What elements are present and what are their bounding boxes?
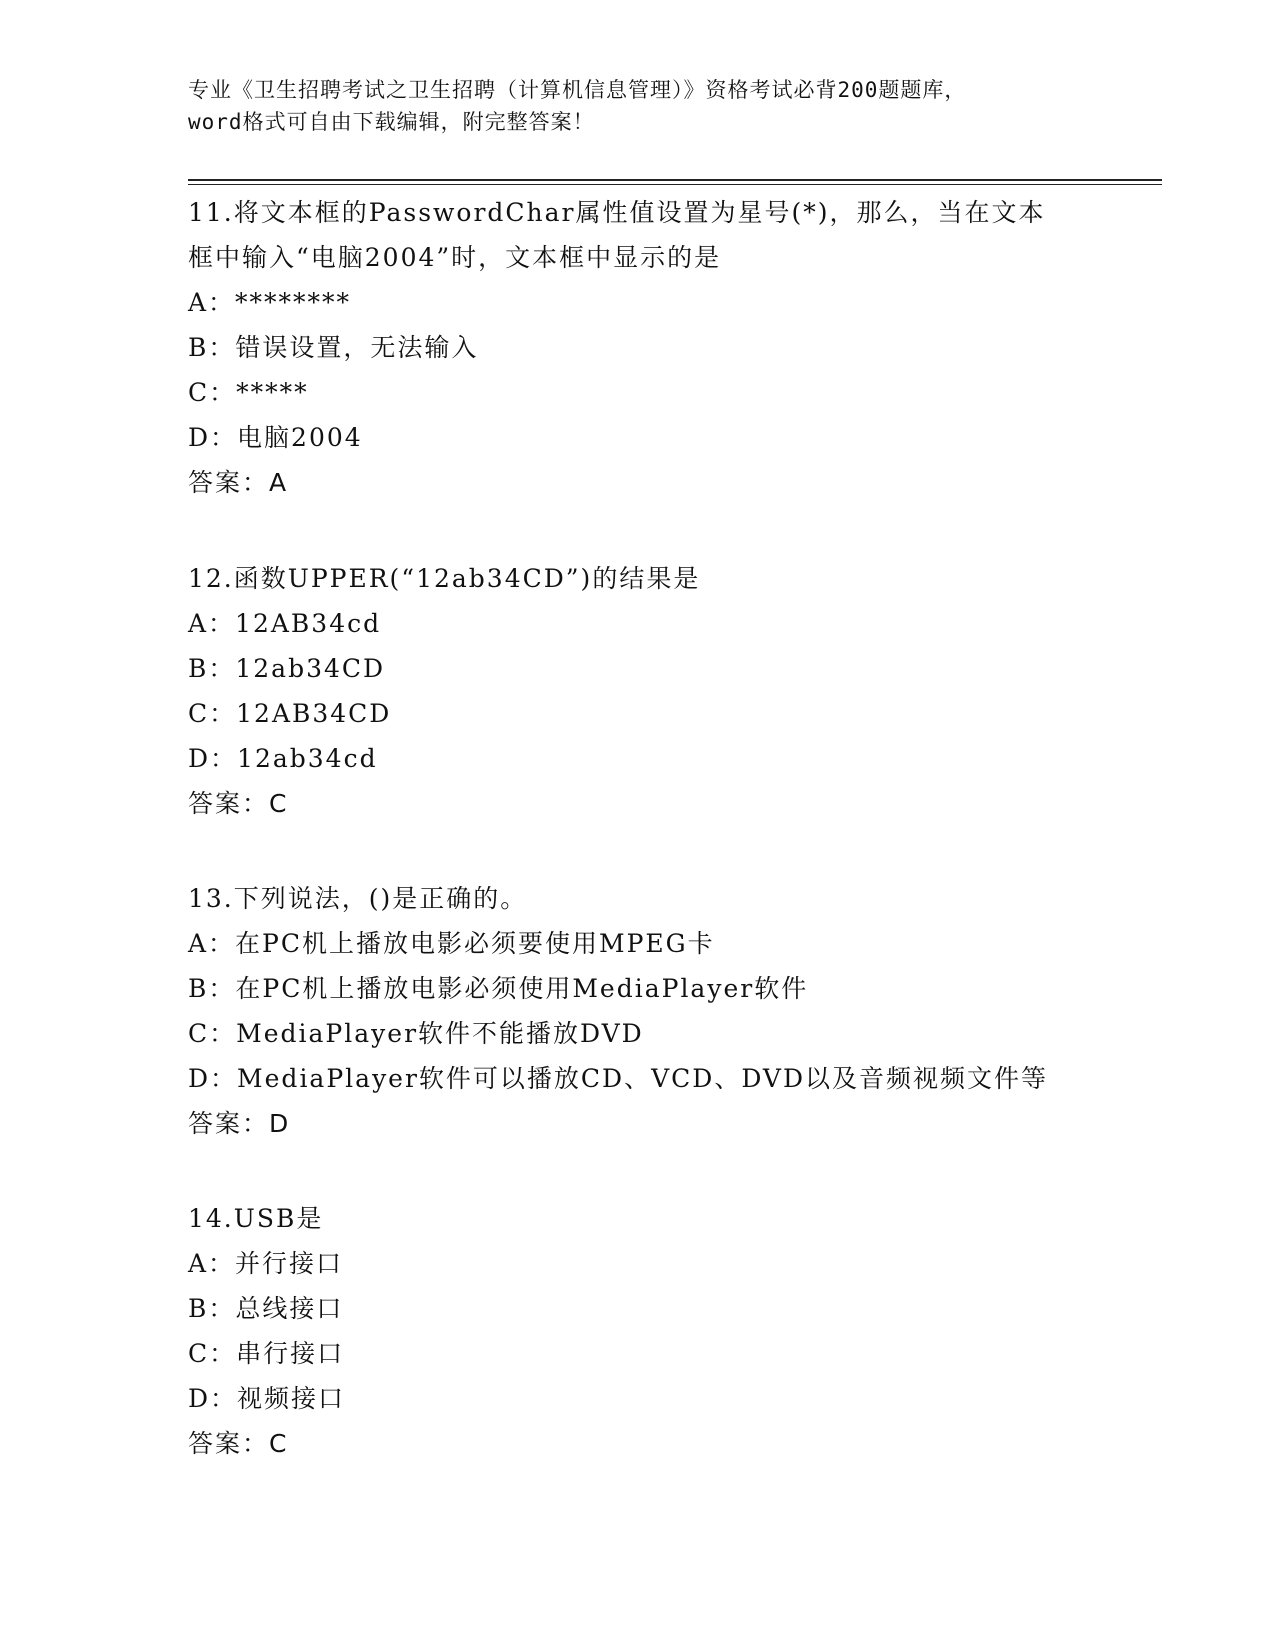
header-divider-top bbox=[188, 179, 1162, 181]
option-c: C：MediaPlayer软件不能播放DVD bbox=[188, 1019, 644, 1048]
answer-line: 答案：C bbox=[188, 1429, 289, 1458]
question-11 bbox=[188, 190, 1088, 505]
answer-line: 答案：A bbox=[188, 468, 289, 497]
header-line-2: word格式可自由下载编辑，附完整答案！ bbox=[188, 110, 595, 134]
header-line-1: 专业《卫生招聘考试之卫生招聘（计算机信息管理）》资格考试必背200题题库， bbox=[188, 78, 967, 102]
question-stem-line-1: 11.将文本框的PasswordChar属性值设置为星号(*)，那么，当在文本 bbox=[188, 198, 1046, 227]
question-stem-line-1: 13.下列说法，()是正确的。 bbox=[188, 884, 528, 913]
option-d: D：MediaPlayer软件可以播放CD、VCD、DVD以及音频视频文件等 bbox=[188, 1064, 1049, 1093]
question-stem-line-1: 14.USB是 bbox=[188, 1204, 324, 1233]
question-stem bbox=[188, 556, 1088, 601]
option-b: B：在PC机上播放电影必须使用MediaPlayer软件 bbox=[188, 974, 809, 1003]
question-stem bbox=[188, 190, 1088, 280]
header-divider-bottom bbox=[188, 184, 1162, 185]
question-stem-line-1: 12.函数UPPER(“12ab34CD”)的结果是 bbox=[188, 564, 701, 593]
option-a: A：12AB34cd bbox=[188, 609, 382, 638]
option-a: A：******** bbox=[188, 288, 352, 317]
option-c: C：12AB34CD bbox=[188, 699, 392, 728]
option-c: C：***** bbox=[188, 378, 309, 407]
option-b: B：12ab34CD bbox=[188, 654, 386, 683]
option-b: B：总线接口 bbox=[188, 1294, 344, 1323]
question-stem bbox=[188, 1196, 1088, 1241]
question-stem-line-2: 框中输入“电脑2004”时，文本框中显示的是 bbox=[188, 243, 722, 272]
option-a: A：并行接口 bbox=[188, 1249, 344, 1278]
option-b: B：错误设置，无法输入 bbox=[188, 333, 479, 362]
option-c: C：串行接口 bbox=[188, 1339, 345, 1368]
question-stem bbox=[188, 876, 1088, 921]
question-14 bbox=[188, 1196, 1088, 1466]
question-12 bbox=[188, 556, 1088, 826]
question-13 bbox=[188, 876, 1088, 1146]
option-d: D：电脑2004 bbox=[188, 423, 363, 452]
answer-line: 答案：D bbox=[188, 1109, 291, 1138]
option-d: D：视频接口 bbox=[188, 1384, 346, 1413]
document-header bbox=[188, 74, 1088, 138]
option-d: D：12ab34cd bbox=[188, 744, 378, 773]
option-a: A：在PC机上播放电影必须要使用MPEG卡 bbox=[188, 929, 715, 958]
answer-line: 答案：C bbox=[188, 789, 289, 818]
